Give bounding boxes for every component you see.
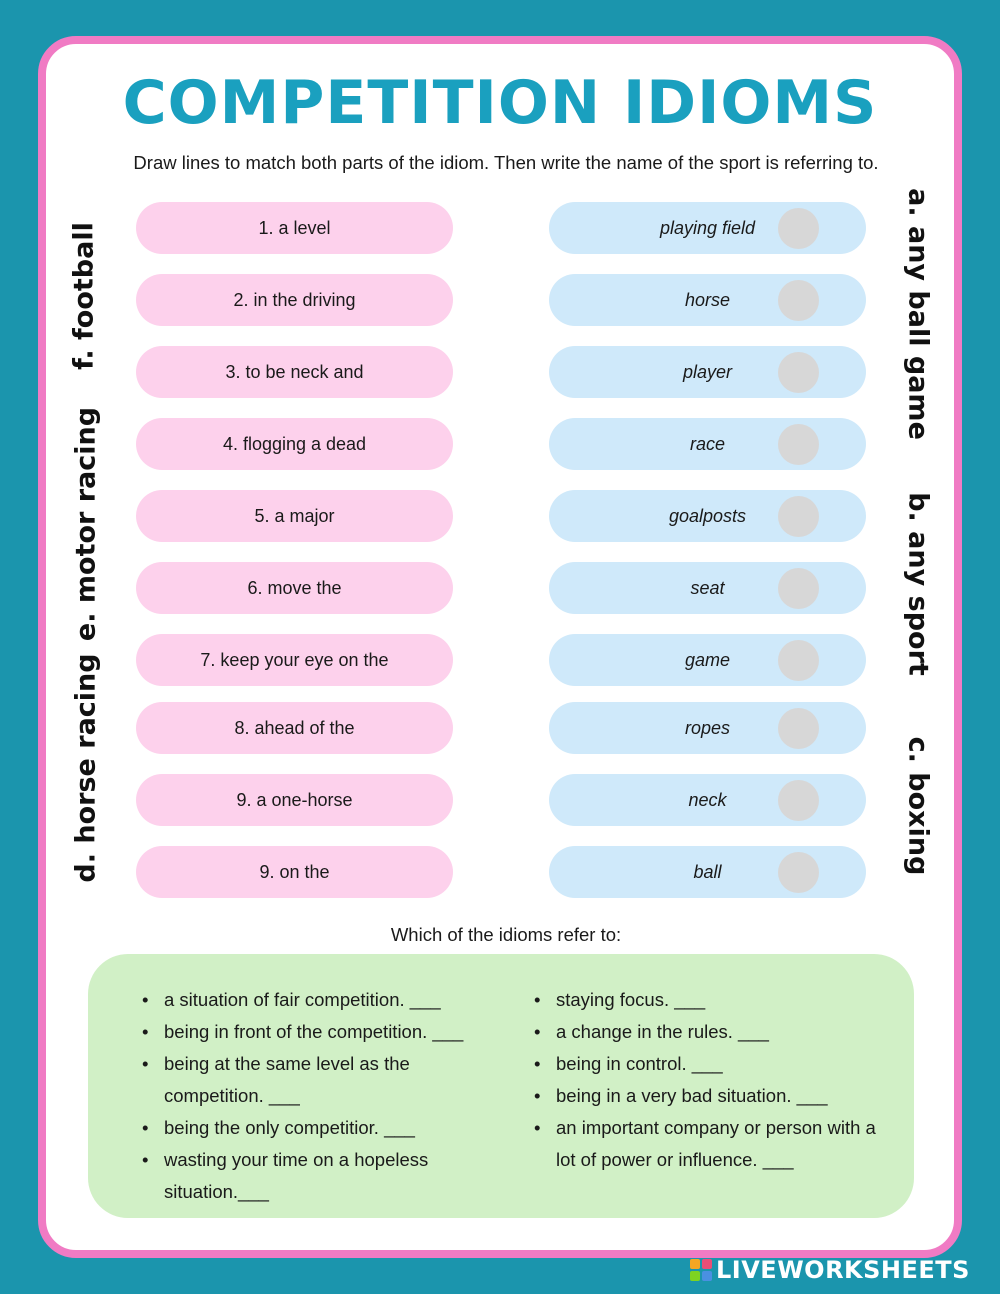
liveworksheets-logo-icon <box>690 1259 712 1281</box>
idiom-end-label: game <box>684 649 731 670</box>
brand-logo <box>690 1256 970 1284</box>
sport-label-motor-racing: e. motor racing <box>70 406 102 642</box>
idiom-start-2[interactable] <box>136 274 453 326</box>
idiom-end-5[interactable] <box>549 490 866 542</box>
bullet-list-left <box>138 984 478 1208</box>
idiom-start-6[interactable] <box>136 562 453 614</box>
bullet-list-right <box>530 984 880 1176</box>
idiom-start-label: 2. in the driving <box>233 289 356 310</box>
instructions-text: Draw lines to match both parts of the idiom. Then write the name of the sport is referring to. <box>133 152 879 173</box>
idiom-start-label: 9. on the <box>259 861 330 882</box>
idiom-end-9[interactable] <box>549 774 866 826</box>
idiom-end-label: goalposts <box>668 505 747 526</box>
idiom-start-label: 4. flogging a dead <box>222 433 367 454</box>
match-dot[interactable] <box>778 496 819 537</box>
page-title: COMPETITION IDIOMS <box>122 68 878 138</box>
list-item: • being in front of the competition. ___ <box>138 1016 478 1048</box>
idiom-end-label: neck <box>688 789 727 810</box>
answer-box <box>88 954 914 1218</box>
sport-label-any-sport: b. any sport <box>902 492 934 676</box>
idiom-end-1[interactable] <box>549 202 866 254</box>
sport-label-football: f. football <box>68 222 100 370</box>
idiom-start-label: 6. move the <box>247 577 342 598</box>
idiom-start-3[interactable] <box>136 346 453 398</box>
list-item: • a situation of fair competition. ___ <box>138 984 478 1016</box>
list-item: • being in control. ___ <box>530 1048 880 1080</box>
list-item: • being the only competitior. ___ <box>138 1112 478 1144</box>
match-dot[interactable] <box>778 352 819 393</box>
idiom-start-5[interactable] <box>136 490 453 542</box>
idiom-end-label: seat <box>690 577 725 598</box>
match-dot[interactable] <box>778 708 819 749</box>
idiom-end-8[interactable] <box>549 702 866 754</box>
match-dot[interactable] <box>778 424 819 465</box>
list-item: • staying focus. ___ <box>530 984 880 1016</box>
list-item: • wasting your time on a hopeless situation.___ <box>138 1144 478 1208</box>
sport-label-any-ball-game: a. any ball game <box>902 188 934 440</box>
brand-name: LIVEWORKSHEETS <box>716 1256 970 1284</box>
idiom-end-3[interactable] <box>549 346 866 398</box>
match-dot[interactable] <box>778 640 819 681</box>
idiom-end-label: horse <box>684 289 731 310</box>
match-dot[interactable] <box>778 568 819 609</box>
idiom-end-label: race <box>689 433 725 454</box>
match-dot[interactable] <box>778 780 819 821</box>
match-dot[interactable] <box>778 852 819 893</box>
idiom-start-8[interactable] <box>136 702 453 754</box>
idiom-start-label: 7. keep your eye on the <box>200 649 389 670</box>
question-heading: Which of the idioms refer to: <box>390 924 622 945</box>
idiom-start-7[interactable] <box>136 634 453 686</box>
idiom-end-label: ropes <box>684 717 731 738</box>
list-item: • an important company or person with a lot of power or influence. ___ <box>530 1112 880 1176</box>
idiom-start-label: 3. to be neck and <box>225 361 364 382</box>
list-item: • being at the same level as the competition. ___ <box>138 1048 478 1112</box>
idiom-end-label: playing field <box>659 217 756 238</box>
idiom-start-label: 5. a major <box>254 505 335 526</box>
idiom-end-4[interactable] <box>549 418 866 470</box>
idiom-end-10[interactable] <box>549 846 866 898</box>
sport-label-horse-racing: d. horse racing <box>70 653 102 883</box>
idiom-start-4[interactable] <box>136 418 453 470</box>
idiom-end-2[interactable] <box>549 274 866 326</box>
idiom-start-1[interactable] <box>136 202 453 254</box>
list-item: • a change in the rules. ___ <box>530 1016 880 1048</box>
match-dot[interactable] <box>778 208 819 249</box>
idiom-end-7[interactable] <box>549 634 866 686</box>
sport-label-boxing: c. boxing <box>902 736 934 876</box>
idiom-start-10[interactable] <box>136 846 453 898</box>
idiom-start-label: 9. a one-horse <box>236 789 353 810</box>
match-dot[interactable] <box>778 280 819 321</box>
idiom-start-9[interactable] <box>136 774 453 826</box>
idiom-end-6[interactable] <box>549 562 866 614</box>
idiom-end-label: ball <box>693 861 722 882</box>
list-item: • being in a very bad situation. ___ <box>530 1080 880 1112</box>
idiom-end-label: player <box>682 361 733 382</box>
idiom-start-label: 1. a level <box>258 217 331 238</box>
idiom-start-label: 8. ahead of the <box>234 717 355 738</box>
